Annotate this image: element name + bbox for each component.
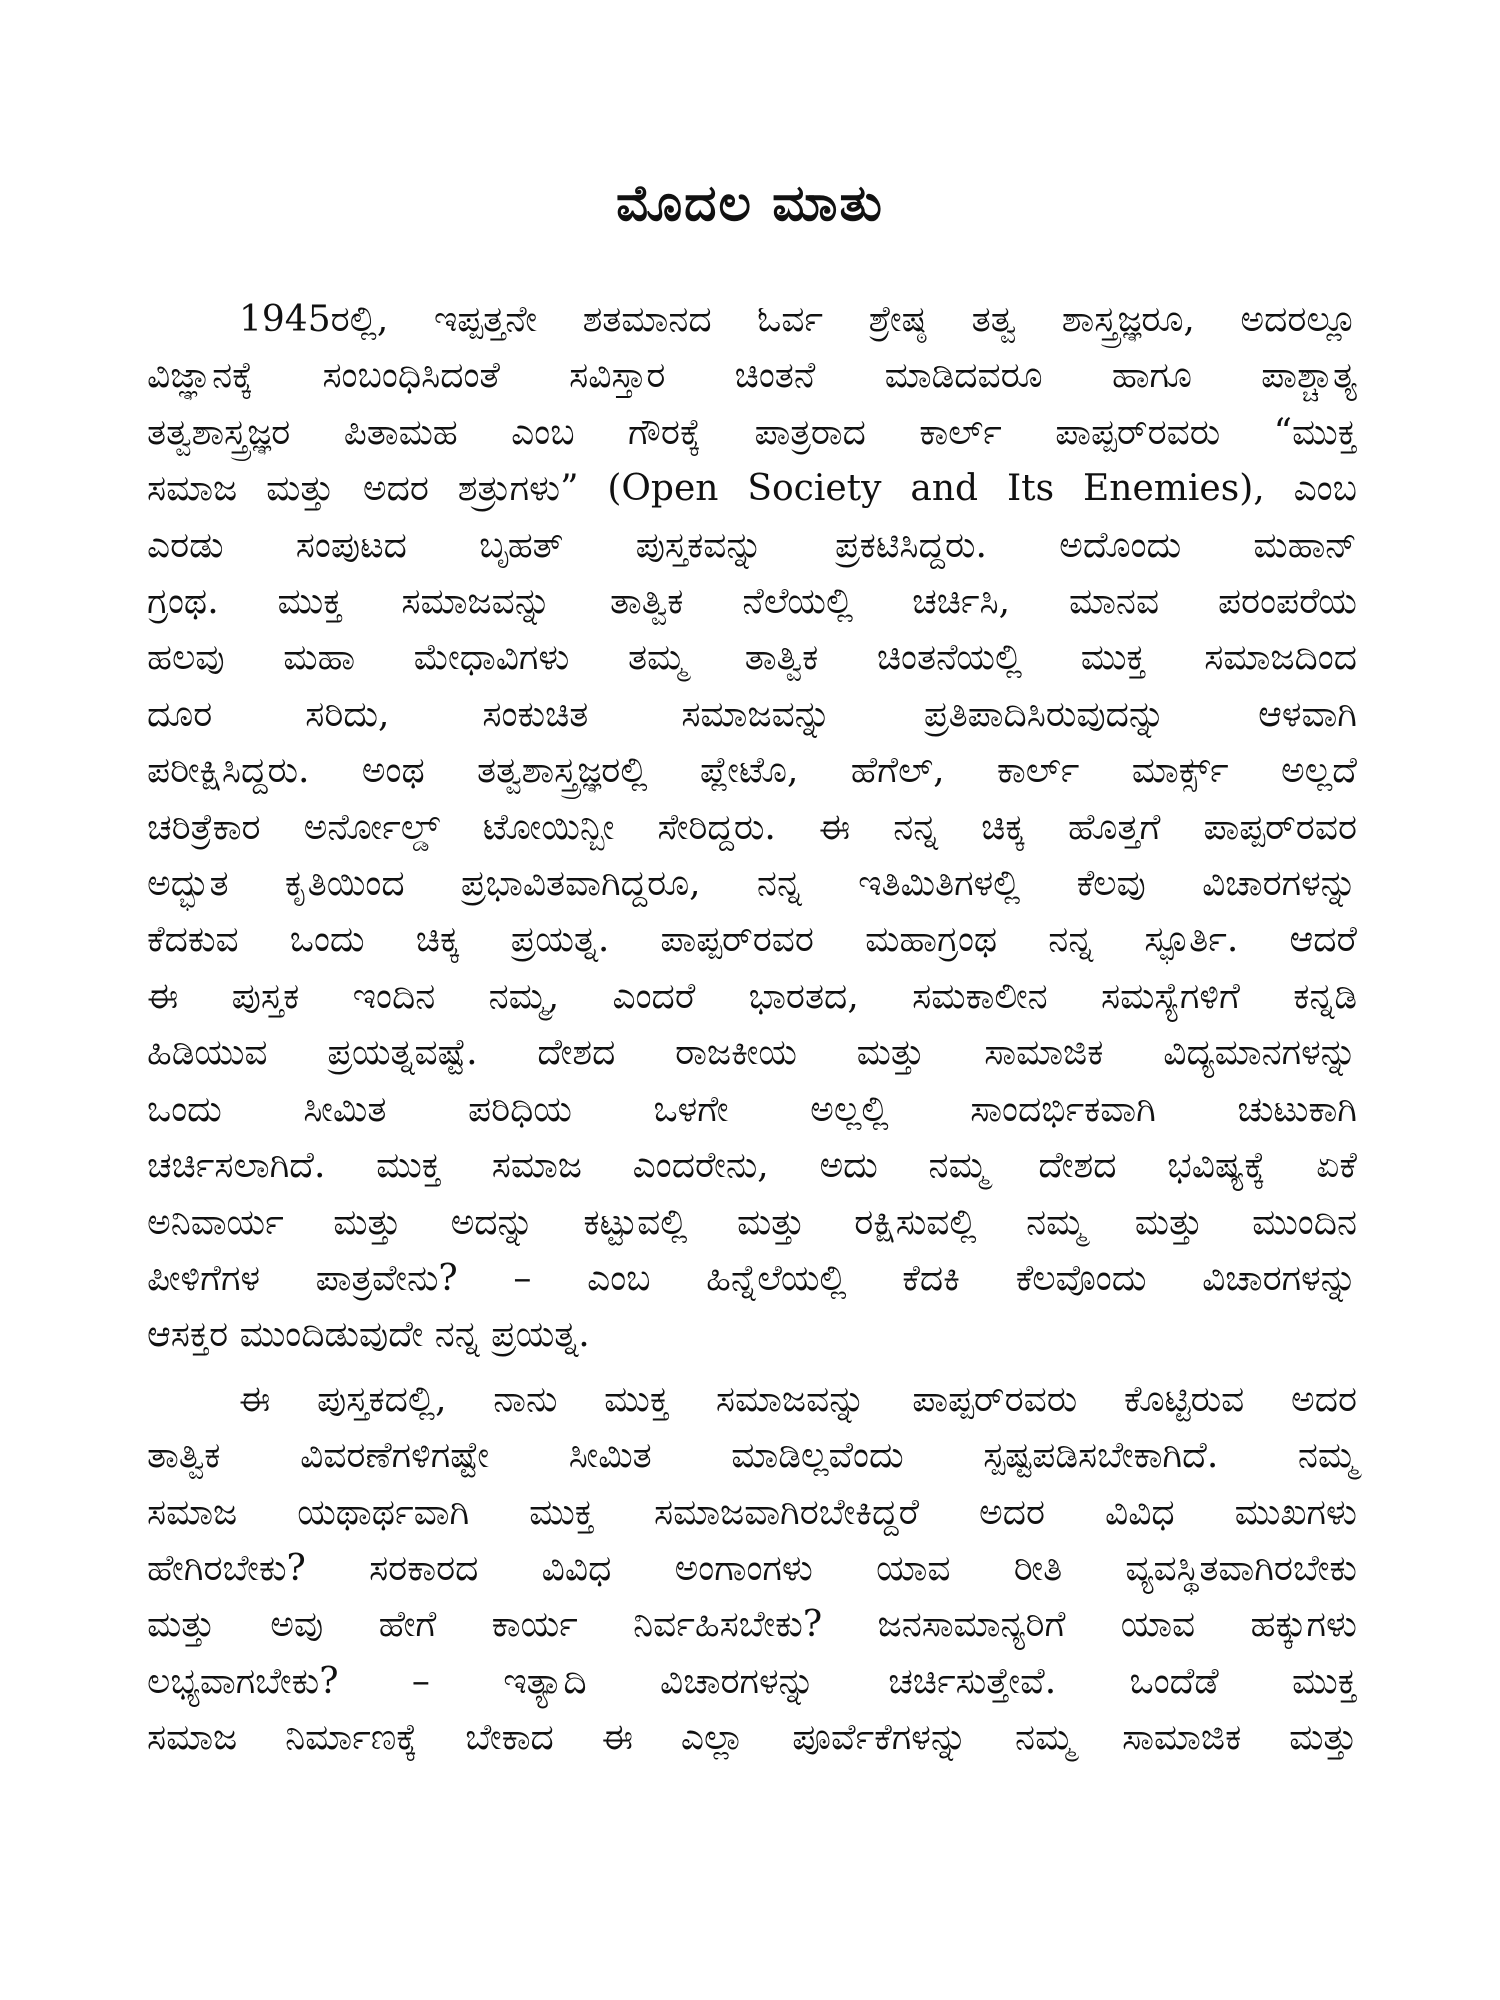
text-line: ಸಮಾಜ ಮತ್ತು ಅದರ ಶತ್ರುಗಳು” (Open Society and Its Enemies), ಎಂಬ [147, 468, 1357, 510]
text-line: ಒಂದು ಸೀಮಿತ ಪರಿಧಿಯ ಒಳಗೇ ಅಲ್ಲಲ್ಲಿ ಸಾಂದರ್ಭಿಕವಾಗಿ ಚುಟುಕಾಗಿ [147, 1088, 1357, 1130]
text-line: ಪೀಳಿಗೆಗಳ ಪಾತ್ರವೇನು? – ಎಂಬ ಹಿನ್ನೆಲೆಯಲ್ಲಿ ಕೆದಕಿ ಕೆಲವೊಂದು ವಿಚಾರಗಳನ್ನು [147, 1257, 1357, 1299]
text-line: ಆಸಕ್ತರ ಮುಂದಿಡುವುದೇ ನನ್ನ ಪ್ರಯತ್ನ. [147, 1314, 590, 1356]
text-line: ಅನಿವಾರ್ಯ ಮತ್ತು ಅದನ್ನು ಕಟ್ಟುವಲ್ಲಿ ಮತ್ತು ರಕ್ಷಿಸುವಲ್ಲಿ ನಮ್ಮ ಮತ್ತು ಮುಂದಿನ [147, 1201, 1357, 1243]
text-line: ಗ್ರಂಥ. ಮುಕ್ತ ಸಮಾಜವನ್ನು ತಾತ್ವಿಕ ನೆಲೆಯಲ್ಲಿ ಚರ್ಚಿಸಿ, ಮಾನವ ಪರಂಪರೆಯ [147, 581, 1357, 623]
body-text [147, 292, 1357, 1767]
text-line: ಹೇಗಿರಬೇಕು? ಸರಕಾರದ ವಿವಿಧ ಅಂಗಾಂಗಳು ಯಾವ ರೀತಿ ವ್ಯವಸ್ಥಿತವಾಗಿರಬೇಕು [147, 1547, 1357, 1589]
text-line: ಕೆದಕುವ ಒಂದು ಚಿಕ್ಕ ಪ್ರಯತ್ನ. ಪಾಪ್ಪರ್‌ರವರ ಮಹಾಗ್ರಂಥ ನನ್ನ ಸ್ಫೂರ್ತಿ. ಆದರೆ [147, 919, 1357, 961]
text-line: ಪರೀಕ್ಷಿಸಿದ್ದರು. ಅಂಥ ತತ್ವಶಾಸ್ತ್ರಜ್ಞರಲ್ಲಿ ಪ್ಲೇಟೊ, ಹೆಗೆಲ್, ಕಾರ್ಲ್ ಮಾರ್ಕ್ಸ್ ಅಲ್ಲದೆ [147, 750, 1357, 792]
text-line: ಲಭ್ಯವಾಗಬೇಕು? – ಇತ್ಯಾದಿ ವಿಚಾರಗಳನ್ನು ಚರ್ಚಿಸುತ್ತೇವೆ. ಒಂದೆಡೆ ಮುಕ್ತ [147, 1660, 1357, 1702]
text-line: ಸಮಾಜ ಯಥಾರ್ಥವಾಗಿ ಮುಕ್ತ ಸಮಾಜವಾಗಿರಬೇಕಿದ್ದರೆ ಅದರ ವಿವಿಧ ಮುಖಗಳು [147, 1491, 1357, 1533]
text-line: ಸಮಾಜ ನಿರ್ಮಾಣಕ್ಕೆ ಬೇಕಾದ ಈ ಎಲ್ಲಾ ಪೂರ್ವೆಕೆಗಳನ್ನು ನಮ್ಮ ಸಾಮಾಜಿಕ ಮತ್ತು [147, 1717, 1357, 1759]
text-line: ಈ ಪುಸ್ತಕ ಇಂದಿನ ನಮ್ಮ, ಎಂದರೆ ಭಾರತದ, ಸಮಕಾಲೀನ ಸಮಸ್ಯೆಗಳಿಗೆ ಕನ್ನಡಿ [147, 975, 1357, 1017]
text-line: ಹಿಡಿಯುವ ಪ್ರಯತ್ನವಷ್ಟೆ. ದೇಶದ ರಾಜಕೀಯ ಮತ್ತು ಸಾಮಾಜಿಕ ವಿದ್ಯಮಾನಗಳನ್ನು [147, 1032, 1357, 1074]
text-line: ತಾತ್ವಿಕ ವಿವರಣೆಗಳಿಗಷ್ಟೇ ಸೀಮಿತ ಮಾಡಿಲ್ಲವೆಂದು ಸ್ಪಷ್ಟಪಡಿಸಬೇಕಾಗಿದೆ. ನಮ್ಮ [147, 1435, 1357, 1477]
paragraph-1 [147, 292, 1357, 1364]
text-line: ಚರಿತ್ರೆಕಾರ ಅರ್ನೋಲ್ಡ್ ಟೋಯಿನ್ಬೀ ಸೇರಿದ್ದರು. ಈ ನನ್ನ ಚಿಕ್ಕ ಹೊತ್ತಗೆ ಪಾಪ್ಪರ್‌ರವರ [147, 806, 1357, 848]
text-line: ಮತ್ತು ಅವು ಹೇಗೆ ಕಾರ್ಯ ನಿರ್ವಹಿಸಬೇಕು? ಜನಸಾಮಾನ್ಯರಿಗೆ ಯಾವ ಹಕ್ಕುಗಳು [147, 1604, 1357, 1646]
chapter-title: ಮೊದಲ ಮಾತು [616, 173, 884, 232]
text-line: ವಿಜ್ಞಾನಕ್ಕೆ ಸಂಬಂಧಿಸಿದಂತೆ ಸವಿಸ್ತಾರ ಚಿಂತನೆ ಮಾಡಿದವರೂ ಹಾಗೂ ಪಾಶ್ಚಾತ್ಯ [147, 355, 1357, 397]
text-line: 1945ರಲ್ಲಿ, ಇಪ್ಪತ್ತನೇ ಶತಮಾನದ ಓರ್ವ ಶ್ರೇಷ್ಠ ತತ್ವ ಶಾಸ್ತ್ರಜ್ಞರೂ, ಅದರಲ್ಲೂ [239, 299, 1357, 340]
text-line: ಎರಡು ಸಂಪುಟದ ಬೃಹತ್ ಪುಸ್ತಕವನ್ನು ಪ್ರಕಟಿಸಿದ್ದರು. ಅದೊಂದು ಮಹಾನ್ [147, 524, 1357, 566]
text-line: ದೂರ ಸರಿದು, ಸಂಕುಚಿತ ಸಮಾಜವನ್ನು ಪ್ರತಿಪಾದಿಸಿರುವುದನ್ನು ಆಳವಾಗಿ [147, 693, 1357, 735]
text-line: ಈ ಪುಸ್ತಕದಲ್ಲಿ, ನಾನು ಮುಕ್ತ ಸಮಾಜವನ್ನು ಪಾಪ್ಪರ್‌ರವರು ಕೊಟ್ಟಿರುವ ಅದರ [239, 1378, 1357, 1420]
paragraph-2 [147, 1372, 1357, 1767]
text-line: ಚರ್ಚಿಸಲಾಗಿದೆ. ಮುಕ್ತ ಸಮಾಜ ಎಂದರೇನು, ಅದು ನಮ್ಮ ದೇಶದ ಭವಿಷ್ಯಕ್ಕೆ ಏಕೆ [147, 1145, 1357, 1187]
text-line: ಹಲವು ಮಹಾ ಮೇಧಾವಿಗಳು ತಮ್ಮ ತಾತ್ವಿಕ ಚಿಂತನೆಯಲ್ಲಿ ಮುಕ್ತ ಸಮಾಜದಿಂದ [147, 637, 1357, 679]
text-line: ಅದ್ಭುತ ಕೃತಿಯಿಂದ ಪ್ರಭಾವಿತವಾಗಿದ್ದರೂ, ನನ್ನ ಇತಿಮಿತಿಗಳಲ್ಲಿ ಕೆಲವು ವಿಚಾರಗಳನ್ನು [147, 863, 1357, 905]
text-line: ತತ್ವಶಾಸ್ತ್ರಜ್ಞರ ಪಿತಾಮಹ ಎಂಬ ಗೌರಕ್ಕೆ ಪಾತ್ರರಾದ ಕಾರ್ಲ್ ಪಾಪ್ಪರ್‌ರವರು “ಮುಕ್ತ [147, 411, 1357, 453]
